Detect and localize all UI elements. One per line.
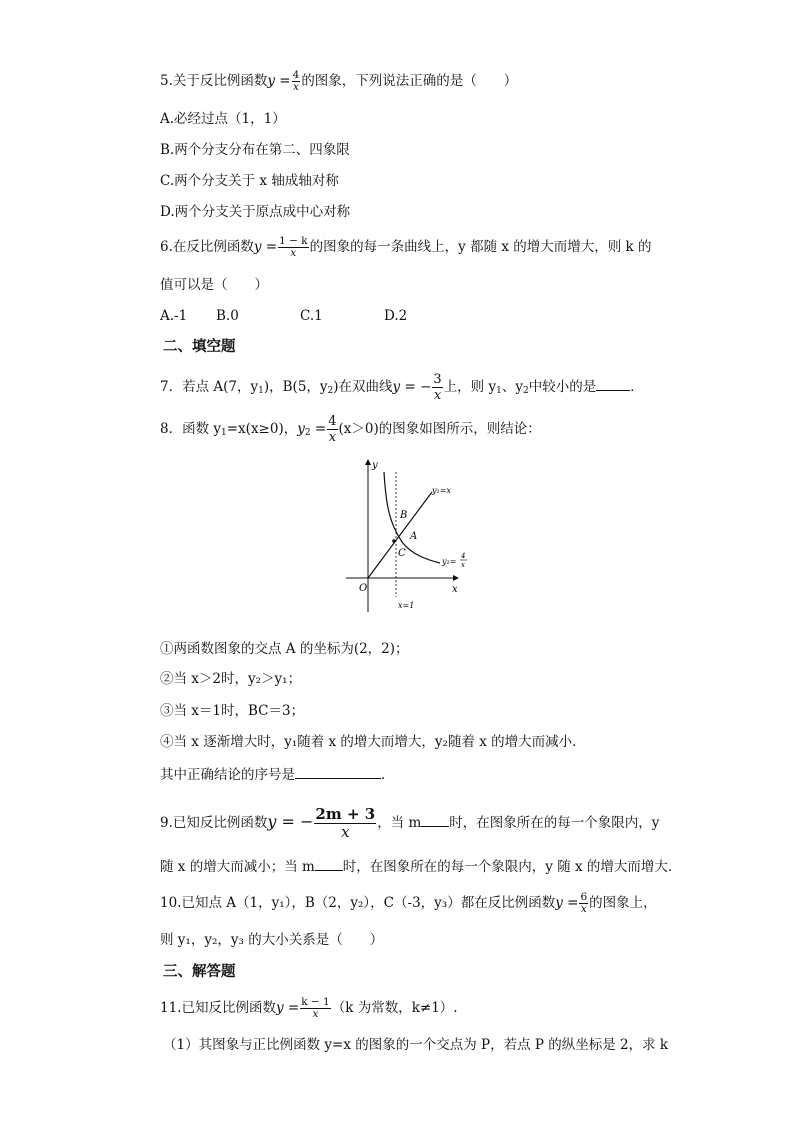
line-y1-label: y₁=x — [432, 486, 451, 495]
q6-option-a: A.-1 — [160, 308, 188, 324]
q9-line2: 随 x 的增大而减小；当 m 时，在图象所在的每一个象限内，y 随 x 的增大而增大. — [160, 859, 673, 875]
fraction: $\frac{4}{x}$ — [292, 69, 300, 93]
q8-conclusion-2: ②当 x＞2时，y₂＞y₁； — [160, 671, 302, 687]
q5-option-a: A.必经过点（1，1） — [160, 111, 286, 127]
q8-stem: 8．函数 $y_1=x(x\ge 0)$，$y_2$ = $\frac{4}{x}$ (x＞0)的图象如图所示，则结论： — [160, 414, 541, 445]
fraction: $\frac{4}{x}$ — [328, 414, 337, 445]
q5-stem: 5.关于反比例函数y = $\frac{4}{x}$ 的图象，下列说法正确的是（ ） — [160, 69, 518, 93]
q9-stem: 9.已知反比例函数y = − $\frac{2m + 3}{x}$ ，当 m 时，在图象所在的每一个象限内，y — [160, 805, 660, 841]
q11-part1: （1）其图象与正比例函数 y=x 的图象的一个交点为 P，若点 P 的纵坐标是 2，求 k — [163, 1037, 669, 1053]
function-graph — [340, 452, 480, 614]
curve-y2-label: y₂= — [442, 557, 457, 566]
q6-stem: 6.在反比例函数y = $\frac{1 - k}{x}$ 的图象的每一条曲线上，y 都随 x 的增大而增大，则 k 的 — [160, 235, 652, 259]
q8-conclusion-1: ①两函数图象的交点 A 的坐标为(2，2)； — [160, 641, 409, 657]
point-b-label: B — [400, 510, 408, 521]
q6-option-c: C.1 — [300, 308, 323, 324]
section-heading-solution: 三、解答题 — [163, 963, 236, 980]
q8-conclusion-3: ③当 x＝1时，BC＝3； — [160, 703, 305, 719]
fraction: $\frac{1 - k}{x}$ — [279, 235, 308, 259]
q6-option-b: B.0 — [216, 308, 239, 324]
x-axis-label: x — [452, 584, 458, 595]
point-a-label: A — [410, 531, 418, 542]
fraction: $\frac{3}{x}$ — [433, 372, 442, 403]
q6-stem-line2: 值可以是（ ） — [160, 277, 268, 293]
q6-option-d: D.2 — [384, 308, 408, 324]
curve-y2-frac-num: 4 — [461, 552, 466, 560]
answer-blank — [295, 765, 381, 779]
fraction: $\frac{k - 1}{x}$ — [301, 996, 330, 1020]
y-axis-label: y — [372, 460, 378, 471]
q5-option-d: D.两个分支关于原点成中心对称 — [160, 204, 351, 220]
point-a — [392, 539, 396, 543]
answer-blank — [315, 857, 343, 871]
answer-blank — [421, 813, 449, 827]
fraction: $\frac{2m + 3}{x}$ — [315, 805, 376, 841]
q5-option-b: B.两个分支分布在第二、四象限 — [160, 142, 350, 158]
q11-stem: 11.已知反比例函数y = $\frac{k - 1}{x}$ （k 为常数，k≠1）. — [160, 996, 458, 1020]
q8-conclusion-4: ④当 x 逐渐增大时，y₁随着 x 的增大而增大，y₂随着 x 的增大而减小． — [160, 734, 586, 750]
line-y1 — [368, 492, 432, 578]
origin-label: O — [359, 583, 368, 594]
answer-blank — [596, 377, 630, 391]
q10-line2: 则 y₁，y₂，y₃ 的大小关系是（ ） — [160, 932, 384, 948]
section-heading-fill-in: 二、填空题 — [163, 338, 236, 355]
q6-options — [160, 307, 407, 325]
point-c-label: C — [398, 548, 406, 559]
vline-label: x=1 — [398, 601, 415, 610]
fraction: $\frac{6}{x}$ — [580, 891, 588, 915]
q10-stem: 10.已知点 A（1，y₁），B（2，y₂），C（-3，y₃）都在反比例函数y = $\frac{6}{x}$ 的图象上， — [160, 891, 657, 915]
q8-ask: 其中正确结论的序号是 ． — [160, 767, 395, 783]
curve-y2-frac-den: x — [461, 561, 465, 569]
q5-option-c: C.两个分支关于 x 轴成轴对称 — [160, 173, 339, 189]
q7-stem: 7．若点 A(7，$y_1$)，B(5，$y_2$)在双曲线y = − $\frac{3}{x}$ 上，则 $y_1$、$y_2$中较小的是 ． — [160, 372, 644, 403]
